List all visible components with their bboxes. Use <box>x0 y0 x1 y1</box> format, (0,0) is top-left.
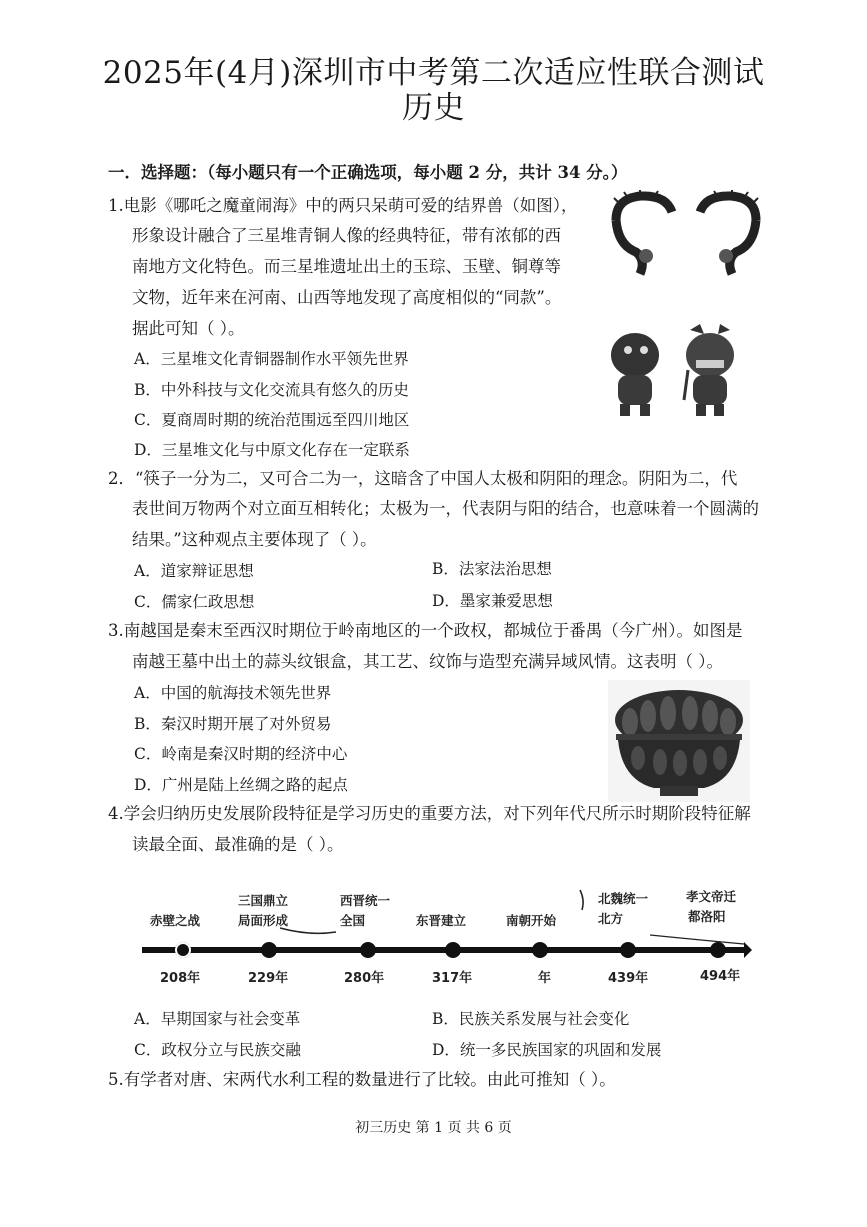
q1-line-2: 形象设计融合了三星堆青铜人像的经典特征，带有浓郁的西 <box>132 226 561 245</box>
timeline-event-label: 全国 <box>340 913 366 928</box>
timeline-dot <box>445 942 461 958</box>
q2-line-1: 2．“筷子一分为二，又可合二为一，这暗含了中国人太极和阴阳的理念。阴阳为二，代 <box>108 469 738 488</box>
q3-option-c: C．岭南是秦汉时期的经济中心 <box>134 745 348 763</box>
q2-option-d: D．墨家兼爱思想 <box>432 592 553 610</box>
timeline-event-label: 局面形成 <box>238 913 289 928</box>
timeline-year: 494年 <box>700 969 741 984</box>
q2-option-b: B．法家法治思想 <box>432 560 552 578</box>
q4-line-2: 读最全面、最准确的是（ ）。 <box>132 835 344 854</box>
q1-line-4: 文物，近年来在河南、山西等地发现了高度相似的“同款”。 <box>132 288 562 307</box>
q4-option-d: D．统一多民族国家的巩固和发展 <box>432 1041 662 1059</box>
timeline-year: 208年 <box>160 971 201 986</box>
q3-option-a: A．中国的航海技术领先世界 <box>134 684 332 702</box>
q2-line-3: 结果。”这种观点主要体现了（ ）。 <box>132 530 377 549</box>
character-figures-image <box>600 320 750 420</box>
q2-option-c: C．儒家仁政思想 <box>134 593 255 611</box>
q3-line-2: 南越王墓中出土的蒜头纹银盒，其工艺、纹饰与造型充满异域风情。这表明（ ）。 <box>132 652 723 671</box>
timeline-event-label: 南朝开始 <box>506 913 557 928</box>
timeline-dot <box>710 942 726 958</box>
timeline-year: 439年 <box>608 971 649 986</box>
timeline-year: 229年 <box>248 971 289 986</box>
timeline-dot <box>620 942 636 958</box>
timeline-event-label: 赤壁之战 <box>150 913 201 928</box>
q4-option-a: A．早期国家与社会变革 <box>134 1010 301 1028</box>
timeline-event-label: 孝文帝迁 <box>686 889 737 904</box>
q1-option-a: A．三星堆文化青铜器制作水平领先世界 <box>134 350 409 368</box>
timeline-event-label: 西晋统一 <box>340 893 391 908</box>
timeline-year: 年 <box>538 971 552 986</box>
q3-option-d: D．广州是陆上丝绸之路的起点 <box>134 776 348 794</box>
section-note: （每小题只有一个正确选项，每小题 2 分，共计 34 分。） <box>207 163 628 182</box>
q1-option-c: C．夏商周时期的统治范围远至四川地区 <box>134 411 410 429</box>
timeline-year: 280年 <box>344 971 385 986</box>
q2-option-a: A．道家辩证思想 <box>134 562 254 580</box>
q1-option-d: D．三星堆文化与中原文化存在一定联系 <box>134 441 410 459</box>
q1-line-1: 1.电影《哪吒之魔童闹海》中的两只呆萌可爱的结界兽（如图）， <box>108 196 578 215</box>
timeline-year: 317年 <box>432 971 473 986</box>
timeline-dot <box>261 942 277 958</box>
q1-line-3: 南地方文化特色。而三星堆遗址出土的玉琮、玉壁、铜尊等 <box>132 257 561 276</box>
timeline-event-label: 都洛阳 <box>688 909 726 924</box>
timeline-event-label: 北方 <box>598 911 624 926</box>
q3-option-b: B．秦汉时期开展了对外贸易 <box>134 715 332 733</box>
q1-line-5: 据此可知（ ）。 <box>132 319 245 338</box>
q2-line-2: 表世间万物两个对立面互相转化；太极为一，代表阴与阳的结合，也意味着一个圆满的 <box>132 499 759 518</box>
silver-box-image <box>608 680 750 802</box>
q3-line-1: 3.南越国是秦末至西汉时期位于岭南地区的一个政权，都城位于番禺（今广州）。如图是 <box>108 621 743 640</box>
page-footer: 初三历史 第 1 页 共 6 页 <box>355 1120 512 1136</box>
timeline-ruler <box>140 880 752 992</box>
timeline-dot <box>175 942 191 958</box>
timeline-event-label: 东晋建立 <box>416 913 467 928</box>
q5-line-1: 5.有学者对唐、宋两代水利工程的数量进行了比较。由此可推知（ ）。 <box>108 1070 616 1089</box>
q4-option-b: B．民族关系发展与社会变化 <box>432 1010 630 1028</box>
section-heading <box>108 162 627 184</box>
timeline-event-label: 三国鼎立 <box>238 893 289 908</box>
q1-option-b: B．中外科技与文化交流具有悠久的历史 <box>134 381 409 399</box>
timeline-dot <box>532 942 548 958</box>
section-label: 一．选择题： <box>108 163 207 182</box>
bronze-ornaments-image <box>606 190 766 290</box>
timeline-dot <box>360 942 376 958</box>
q4-line-1: 4.学会归纳历史发展阶段特征是学习历史的重要方法，对下列年代尺所示时期阶段特征解 <box>108 804 751 823</box>
exam-title: 2025年(4月)深圳市中考第二次适应性联合测试 <box>102 55 765 91</box>
q4-option-c: C．政权分立与民族交融 <box>134 1041 301 1059</box>
timeline-event-label: 北魏统一 <box>598 891 649 906</box>
subject-title: 历史 <box>402 90 465 126</box>
